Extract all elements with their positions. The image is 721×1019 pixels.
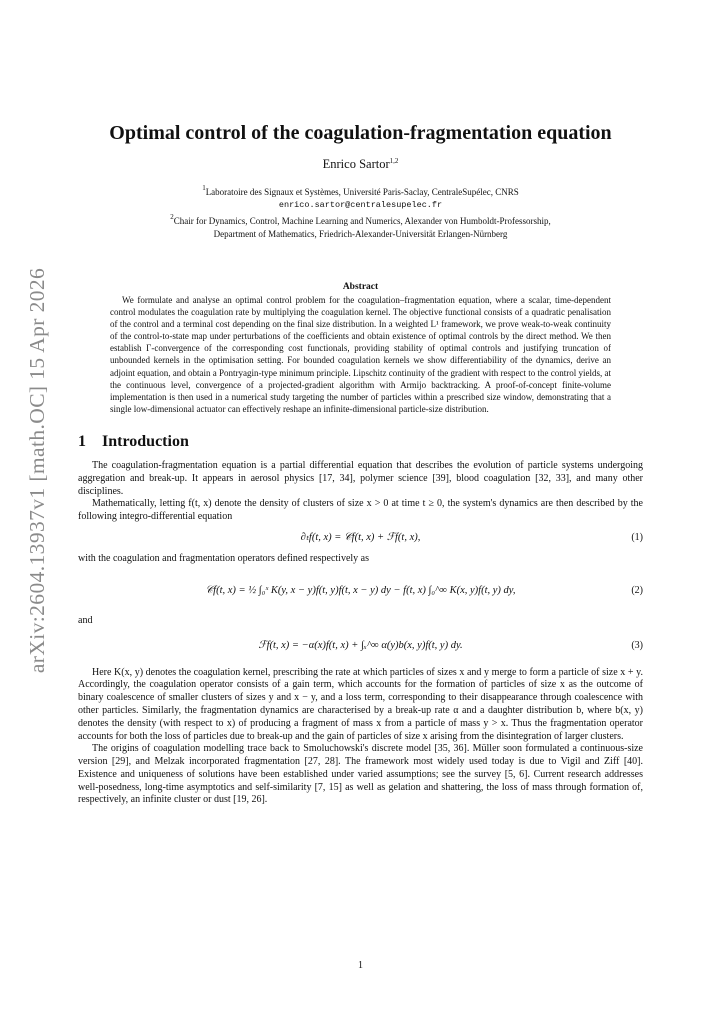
- abstract-heading: Abstract: [342, 282, 379, 292]
- author-line: [78, 157, 643, 172]
- paragraph: The coagulation-fragmentation equation is a partial differential equation that describes the evolution of particle systems undergoing aggregation and break-up. It appears in aerosol physics [17, 34], polymer science [39], blood coagulation [32, 33], and many other disciplines.: [78, 459, 643, 497]
- arxiv-identifier: arXiv:2604.13937v1 [math.OC] 15 Apr 2026: [25, 267, 50, 673]
- paragraph: Here K(x, y) denotes the coagulation kernel, prescribing the rate at which particles of sizes x and y merge to form a particle of size x + y. Accordingly, the coagulation operator consists of a gain term, which accounts for the formation of particles of size x as the outcome of binary coalescence of smaller clusters of sizes y and x − y, and a loss term, corresponding to their disappearance through coalescence with other particles. Similarly, the fragmentation dynamics are characterised by a break-up rate α and a daughter distribution b, where b(x, y) denotes the density (with respect to x) of producing a fragment of mass x from a particle of mass y > x. Thus the fragmentation operator accounts for both the loss of particles due to break-up and the gain of particles of size x arising from the disintegration of larger clusters.: [78, 666, 643, 742]
- equation-expression: ℱf(t, x) = −α(x)f(t, x) + ∫ₓ^∞ α(y)b(x, y)f(t, y) dy.: [258, 639, 463, 651]
- author-name: Enrico Sartor: [322, 157, 390, 171]
- section-heading: [78, 433, 643, 451]
- page-number: 1: [358, 960, 363, 971]
- abstract-text: We formulate and analyse an optimal control problem for the coagulation–fragmentation equation, where a scalar, time-dependent control modulates the coagulation rate by multiplying the coagulation kernel. The objective functional consists of a quadratic penalisation of the control and a terminal cost depending on the final size distribution. In a weighted L¹ framework, we prove weak-to-weak continuity of the control-to-state map under perturbations of the coefficients and obtain existence of optimal controls by the direct method. We then establish Γ-convergence of the corresponding cost functionals, providing stability of optimal controls and justifying truncation of unbounded kernels in the optimisation setting. For bounded coagulation kernels we show differentiability of the dynamics, derive an adjoint equation, and obtain a Pontryagin-type minimum principle. Lipschitz continuity of the gradient with respect to the control yields, at the continuous level, convergence of a projected-gradient algorithm with Armijo backtracking. A proof-of-concept finite-volume implementation is then used in a numerical study targeting the number of particles within a prescribed size window, demonstrating that a single low-dimensional actuator can effectively reshape an infinite-dimensional particle-size distribution.: [110, 295, 611, 414]
- section-number: 1: [78, 432, 86, 450]
- paragraph: with the coagulation and fragmentation operators defined respectively as: [78, 552, 370, 564]
- paper-title: Optimal control of the coagulation-fragmentation equation: [109, 122, 612, 144]
- paragraph: Mathematically, letting f(t, x) denote the density of clusters of size x > 0 at time t ≥ 0, the system's dynamics are then described by the following integro-differential equation: [78, 498, 643, 523]
- paragraph: The origins of coagulation modelling trace back to Smoluchowski's discrete model [35, 36]. Müller soon formulated a continuous-size version [29], and Melzak incorporated fragmentation [27, 28]. The framework most widely used today is due to Vigil and Ziff [40]. Existence and uniqueness of solutions have been established under varied assumptions; see the survey [5, 6]. Current research addresses well-posedness, long-time asymptotics and self-similarity [7, 15] as well as gelation and shattering, the loss of mass through formation of, respectively, an infinite cluster or dust [19, 26].: [78, 743, 643, 806]
- author-email[interactable]: enrico.sartor@centralesupelec.fr: [278, 199, 443, 210]
- equation-number: (2): [631, 584, 643, 596]
- affiliation-2-cont: Department of Mathematics, Friedrich-Alexander-Universität Erlangen-Nürnberg: [213, 228, 508, 239]
- paper-page: [78, 120, 643, 807]
- section-body: [78, 460, 643, 807]
- equation-number: (1): [631, 531, 643, 543]
- affiliation-2: $^2$Chair for Dynamics, Control, Machine Learning and Numerics, Alexander von Humboldt-Professorship,: [170, 213, 551, 226]
- equation-number: (3): [631, 639, 643, 651]
- section-title: Introduction: [102, 432, 189, 450]
- equation-1: [78, 527, 643, 549]
- abstract-body: [110, 294, 611, 415]
- equation-expression: ∂ₜf(t, x) = 𝒞f(t, x) + ℱf(t, x),: [300, 531, 421, 543]
- equation-3: [78, 628, 643, 664]
- paragraph: and: [78, 614, 93, 626]
- affiliations: [78, 182, 643, 240]
- author-superscript: 1,2: [389, 157, 399, 165]
- equation-2: [78, 569, 643, 613]
- equation-expression: 𝒞f(t, x) = ½ ∫₀ˣ K(y, x − y)f(t, y)f(t, x − y) dy − f(t, x) ∫₀^∞ K(x, y)f(t, y) dy,: [205, 584, 516, 596]
- affiliation-1: $^1$Laboratoire des Signaux et Systèmes, Université Paris-Saclay, CentraleSupélec, CNRS: [202, 184, 519, 197]
